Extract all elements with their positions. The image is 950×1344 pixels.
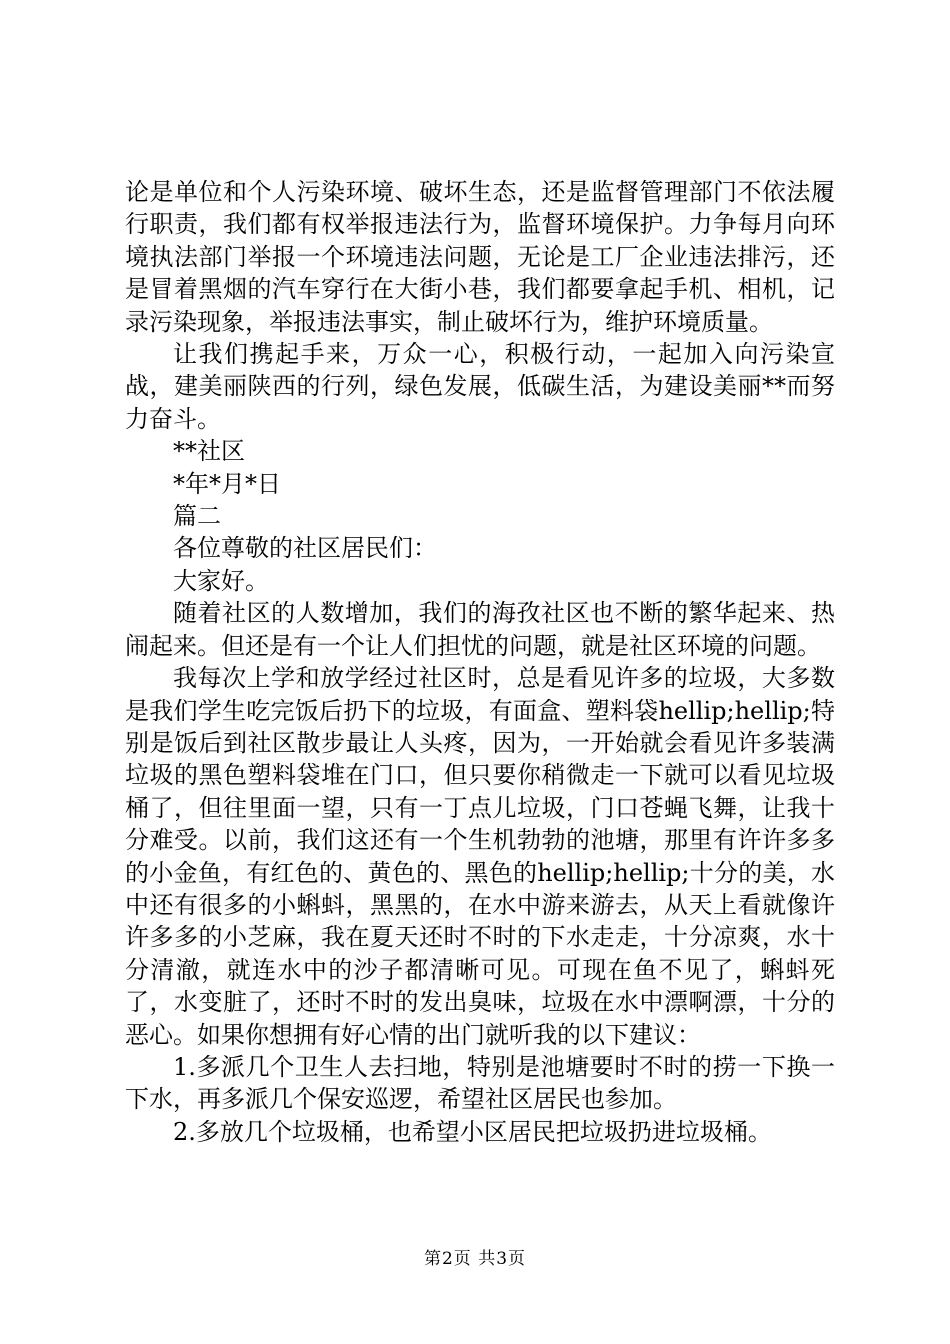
greeting: 大家好。 bbox=[173, 566, 269, 595]
section-heading: 篇二 bbox=[173, 502, 221, 531]
paragraph-2: 让我们携起手来，万众一心，积极行动，一起加入向污染宣战，建美丽陕西的行列，绿色发展，低碳生活，为建设美丽**而努力奋斗。 bbox=[125, 340, 835, 433]
suggestion-2: 2.多放几个垃圾桶，也希望小区居民把垃圾扔进垃圾桶。 bbox=[173, 1117, 772, 1146]
signature-date: *年*月*日 bbox=[173, 469, 281, 498]
paragraph-intro: 随着社区的人数增加，我们的海孜社区也不断的繁华起来、热闹起来。但还是有一个让人们担忧的问题，就是社区环境的问题。 bbox=[125, 599, 835, 660]
paragraph-main: 我每次上学和放学经过社区时，总是看见许多的垃圾，大多数是我们学生吃完饭后扔下的垃圾，有面盒、塑料袋hellip;hellip;特别是饭后到社区散步最让人头疼，因为，一开始就会看见许多装满垃圾的黑色塑料袋堆在门口，但只要你稍微走一下就可以看见垃圾桶了，但往里面一望，只有一丁点儿垃圾，门口苍蝇飞舞，让我十分难受。以前，我们这还有一个生机勃勃的池塘，那里有许许多多的小金鱼，有红色的、黄色的、黑色的hellip;hellip;十分的美，水中还有很多的小蝌蚪，黑黑的，在水中游来游去，从天上看就像许许多多的小芝麻，我在夏天还时不时的下水走走，十分凉爽，水十分清澈，就连水中的沙子都清晰可见。可现在鱼不见了，蝌蚪死了，水变脏了，还时不时的发出臭味，垃圾在水中漂啊漂，十分的恶心。如果你想拥有好心情的出门就听我的以下建议： bbox=[125, 664, 835, 1049]
signature-community: **社区 bbox=[173, 437, 245, 466]
suggestion-1: 1.多派几个卫生人去扫地，特别是池塘要时不时的捞一下换一下水，再多派几个保安巡逻，希望社区居民也参加。 bbox=[125, 1052, 835, 1114]
salutation: 各位尊敬的社区居民们： bbox=[173, 534, 437, 563]
paragraph-1: 论是单位和个人污染环境、破坏生态，还是监督管理部门不依法履行职责，我们都有权举报违法行为，监督环境保护。力争每月向环境执法部门举报一个环境违法问题，无论是工厂企业违法排污，还是冒着黑烟的汽车穿行在大街小巷，我们都要拿起手机、相机，记录污染现象，举报违法事实，制止破坏行为，维护环境质量。 bbox=[125, 178, 835, 336]
page-number-footer: 第2页 共3页 bbox=[423, 1249, 527, 1269]
document-body bbox=[125, 176, 835, 1148]
